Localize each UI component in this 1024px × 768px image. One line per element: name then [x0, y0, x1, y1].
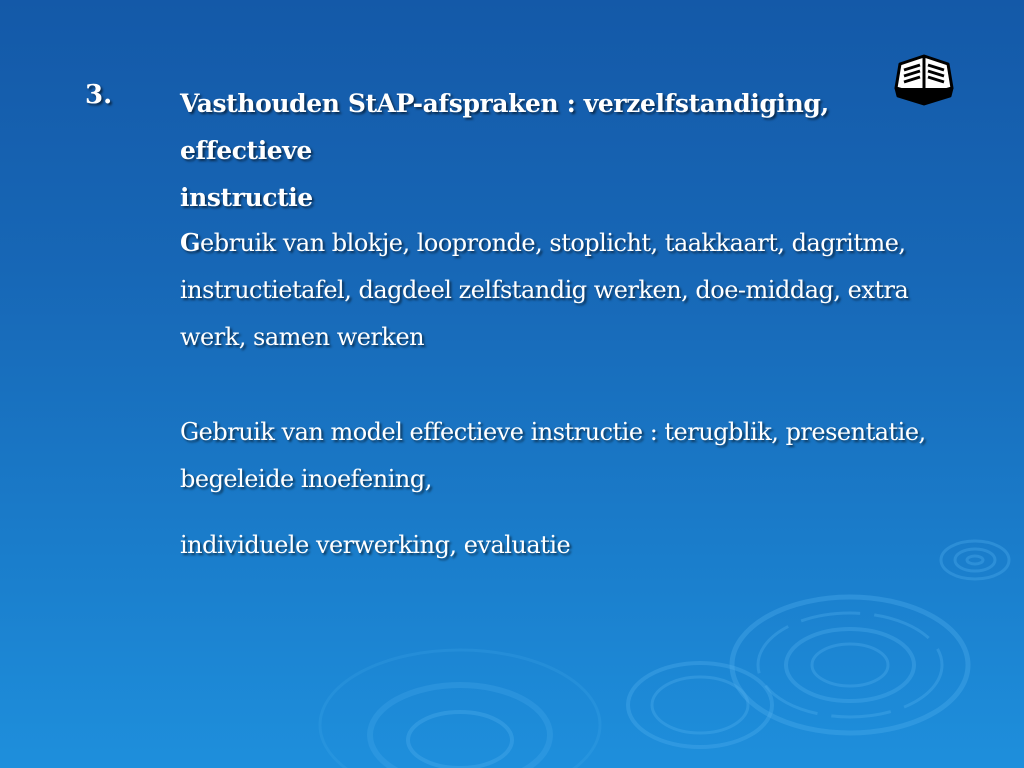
- paragraph-line: individuele verwerking, evaluatie: [180, 531, 571, 559]
- open-book-icon: [890, 50, 958, 110]
- paragraph-line: begeleide inoefening,: [180, 465, 432, 493]
- line-text: ebruik van blokje, loopronde, stoplicht, taakkaart, dagritme,: [200, 229, 906, 257]
- heading-line: Vasthouden StAP-afspraken : verzelfstandiging, effectieve: [180, 89, 829, 165]
- paragraph-line: [180, 219, 970, 267]
- initial-letter: G: [180, 228, 200, 257]
- paragraph-line: Gebruik van model effectieve instructie : terugblik, presentatie,: [180, 418, 926, 446]
- list-number: 3.: [85, 80, 113, 110]
- paragraph-line: werk, samen werken: [180, 323, 425, 351]
- paragraph-processing: [180, 522, 970, 569]
- paragraph-tools: [180, 219, 970, 361]
- paragraph-instruction-model: [180, 409, 970, 503]
- slide-heading: [180, 80, 940, 221]
- paragraph-line: instructietafel, dagdeel zelfstandig werken, doe-middag, extra: [180, 276, 909, 304]
- heading-line: instructie: [180, 183, 313, 212]
